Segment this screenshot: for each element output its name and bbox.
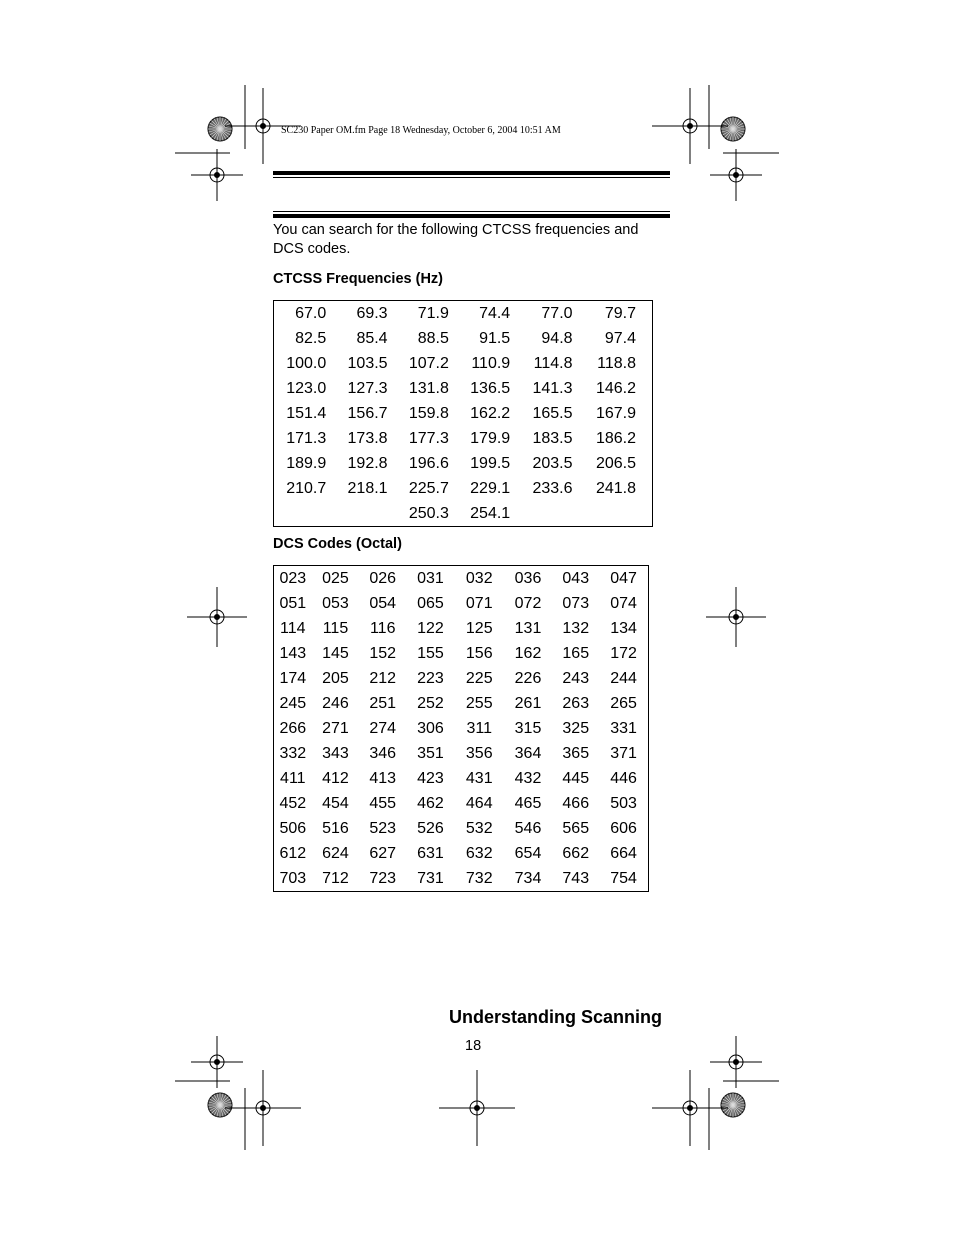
dcs-row-cell: 072 <box>514 595 542 612</box>
ctcss-heading: CTCSS Frequencies (Hz) <box>273 271 443 287</box>
dcs-row-cell: 734 <box>514 870 542 887</box>
dcs-row-cell: 452 <box>279 795 307 812</box>
ctcss-row-cell: 210.7 <box>286 480 327 497</box>
dcs-row-cell: 732 <box>465 870 493 887</box>
ctcss-row <box>274 326 653 351</box>
crosshair-mark <box>191 1036 243 1088</box>
ctcss-row-cell: 179.9 <box>470 430 511 447</box>
ctcss-row-cell: 67.0 <box>295 305 327 322</box>
crosshair-mark <box>652 1070 728 1146</box>
dcs-row-cell: 143 <box>279 645 307 662</box>
ctcss-row-cell: 156.7 <box>347 405 388 422</box>
dcs-row-cell: 627 <box>369 845 397 862</box>
ctcss-row-cell: 229.1 <box>470 480 511 497</box>
dcs-row <box>274 566 649 592</box>
ctcss-row-cell: 91.5 <box>479 330 511 347</box>
dcs-row-cell: 351 <box>417 745 444 762</box>
ctcss-row-cell: 233.6 <box>532 480 573 497</box>
ctcss-row-cell: 77.0 <box>541 305 573 322</box>
dcs-row-cell: 244 <box>610 670 637 687</box>
ctcss-row-cell: 167.9 <box>595 405 636 422</box>
ctcss-row-cell: 123.0 <box>286 380 327 397</box>
ctcss-row-cell: 241.8 <box>595 480 636 497</box>
dcs-row-cell: 411 <box>280 770 306 787</box>
ctcss-row-cell: 69.3 <box>356 305 388 322</box>
dcs-row-cell: 516 <box>322 820 349 837</box>
dcs-row-cell: 265 <box>610 695 637 712</box>
dcs-row-cell: 172 <box>610 645 637 662</box>
dcs-row-cell: 364 <box>514 745 542 762</box>
dcs-row-cell: 054 <box>369 595 397 612</box>
dcs-row-cell: 132 <box>562 620 590 637</box>
ctcss-row-cell: 199.5 <box>470 455 511 472</box>
dcs-row-cell: 047 <box>610 570 637 587</box>
dcs-row-cell: 114 <box>280 620 306 637</box>
crosshair-mark <box>225 1070 301 1146</box>
dcs-row-cell: 455 <box>369 795 397 812</box>
ctcss-table <box>273 300 653 527</box>
ctcss-row <box>274 451 653 476</box>
ctcss-row-cell: 218.1 <box>347 480 388 497</box>
dcs-row-cell: 654 <box>514 845 542 862</box>
ctcss-row-cell: 196.6 <box>408 455 449 472</box>
dcs-heading: DCS Codes (Octal) <box>273 536 402 552</box>
dcs-row-cell: 145 <box>322 645 349 662</box>
dcs-row-cell: 261 <box>514 695 542 712</box>
dcs-row-cell: 612 <box>279 845 307 862</box>
dcs-row-cell: 365 <box>562 745 590 762</box>
dcs-row-cell: 174 <box>279 670 307 687</box>
dcs-row <box>274 716 649 741</box>
dcs-row-cell: 306 <box>417 720 444 737</box>
ctcss-row-cell: 146.2 <box>595 380 636 397</box>
section-rule-thin <box>273 211 670 212</box>
dcs-row-cell: 031 <box>417 570 444 587</box>
dcs-row-cell: 274 <box>369 720 397 737</box>
starburst-mark <box>721 1093 745 1117</box>
ctcss-row-cell: 79.7 <box>604 305 636 322</box>
crosshair-mark <box>187 587 247 647</box>
dcs-row-cell: 731 <box>417 870 444 887</box>
dcs-row-cell: 723 <box>369 870 397 887</box>
dcs-row-cell: 526 <box>417 820 444 837</box>
dcs-row-cell: 026 <box>369 570 397 587</box>
dcs-row-cell: 125 <box>465 620 493 637</box>
ctcss-row-cell: 189.9 <box>286 455 327 472</box>
ctcss-row-cell: 131.8 <box>408 380 449 397</box>
dcs-row-cell: 116 <box>369 620 396 637</box>
dcs-row-cell: 506 <box>279 820 307 837</box>
ctcss-row-cell: 186.2 <box>595 430 636 447</box>
dcs-row-cell: 226 <box>514 670 542 687</box>
ctcss-row-cell: 136.5 <box>470 380 511 397</box>
dcs-row-cell: 325 <box>562 720 590 737</box>
dcs-row-cell: 131 <box>514 620 542 637</box>
ctcss-row-cell: 203.5 <box>532 455 573 472</box>
ctcss-row-cell: 171.3 <box>286 430 327 447</box>
dcs-row-cell: 071 <box>465 595 493 612</box>
dcs-row-cell: 462 <box>417 795 444 812</box>
ctcss-row-cell: 74.4 <box>479 305 511 322</box>
ctcss-row-cell: 107.2 <box>408 355 449 372</box>
dcs-row-cell: 205 <box>322 670 349 687</box>
ctcss-row-cell: 159.8 <box>408 405 449 422</box>
dcs-table <box>273 565 649 892</box>
dcs-row-cell: 532 <box>465 820 493 837</box>
dcs-row-cell: 346 <box>369 745 397 762</box>
dcs-row-cell: 466 <box>562 795 590 812</box>
dcs-row-cell: 712 <box>322 870 349 887</box>
ctcss-row-cell: 254.1 <box>470 505 511 522</box>
dcs-row-cell: 155 <box>417 645 444 662</box>
dcs-row-cell: 412 <box>322 770 349 787</box>
dcs-row-cell: 371 <box>610 745 637 762</box>
dcs-row <box>274 741 649 766</box>
crosshair-mark <box>191 149 243 201</box>
dcs-row-cell: 165 <box>562 645 590 662</box>
dcs-row-cell: 074 <box>610 595 637 612</box>
ctcss-row-cell: 173.8 <box>347 430 388 447</box>
dcs-row-cell: 446 <box>610 770 637 787</box>
dcs-row-cell: 122 <box>417 620 444 637</box>
dcs-row-cell: 043 <box>562 570 590 587</box>
page-number: 18 <box>465 1038 482 1054</box>
ctcss-row-cell: 103.5 <box>347 355 388 372</box>
dcs-row-cell: 454 <box>322 795 349 812</box>
dcs-row <box>274 791 649 816</box>
section-rule-thick <box>273 214 670 218</box>
dcs-row-cell: 263 <box>562 695 590 712</box>
crosshair-mark <box>439 1070 515 1146</box>
starburst-mark <box>208 117 232 141</box>
dcs-row-cell: 156 <box>465 645 493 662</box>
dcs-row-cell: 343 <box>322 745 349 762</box>
dcs-row-cell: 115 <box>322 620 349 637</box>
crosshair-mark <box>710 149 762 201</box>
ctcss-row <box>274 301 653 327</box>
dcs-row-cell: 245 <box>279 695 307 712</box>
dcs-row-cell: 546 <box>514 820 542 837</box>
dcs-row-cell: 223 <box>417 670 444 687</box>
dcs-row-cell: 606 <box>610 820 637 837</box>
ctcss-row-cell: 250.3 <box>408 505 449 522</box>
dcs-row-cell: 266 <box>279 720 307 737</box>
dcs-row-cell: 413 <box>369 770 397 787</box>
ctcss-row-cell: 100.0 <box>286 355 327 372</box>
dcs-row-cell: 423 <box>417 770 444 787</box>
dcs-row-cell: 565 <box>562 820 590 837</box>
dcs-row-cell: 243 <box>562 670 590 687</box>
ctcss-row-cell <box>573 501 653 527</box>
dcs-row <box>274 616 649 641</box>
dcs-row <box>274 591 649 616</box>
ctcss-row-cell: 114.8 <box>533 355 573 372</box>
dcs-row-cell: 662 <box>562 845 590 862</box>
ctcss-row-cell <box>326 501 387 527</box>
dcs-row-cell: 631 <box>417 845 444 862</box>
dcs-row-cell: 051 <box>279 595 307 612</box>
top-rule-thin <box>273 177 670 178</box>
dcs-row-cell: 445 <box>562 770 590 787</box>
ctcss-row-cell: 177.3 <box>408 430 449 447</box>
dcs-row-cell: 315 <box>514 720 542 737</box>
dcs-row-cell: 025 <box>322 570 349 587</box>
ctcss-row-cell <box>510 501 572 527</box>
dcs-row-cell: 432 <box>514 770 542 787</box>
ctcss-row-cell: 151.4 <box>286 405 327 422</box>
dcs-row <box>274 641 649 666</box>
dcs-row-cell: 664 <box>610 845 637 862</box>
ctcss-row-cell: 206.5 <box>595 455 636 472</box>
dcs-row-cell: 632 <box>465 845 493 862</box>
ctcss-row <box>274 501 653 527</box>
ctcss-row <box>274 351 653 376</box>
ctcss-row-cell: 165.5 <box>532 405 573 422</box>
dcs-row-cell: 743 <box>562 870 590 887</box>
dcs-row-cell: 703 <box>279 870 307 887</box>
ctcss-row-cell <box>274 501 327 527</box>
dcs-row-cell: 356 <box>465 745 493 762</box>
ctcss-row <box>274 401 653 426</box>
dcs-row-cell: 162 <box>514 645 542 662</box>
dcs-row-cell: 271 <box>322 720 349 737</box>
dcs-row <box>274 766 649 791</box>
dcs-row <box>274 691 649 716</box>
ctcss-row <box>274 476 653 501</box>
dcs-row-cell: 134 <box>610 620 637 637</box>
dcs-row-cell: 032 <box>465 570 493 587</box>
dcs-row-cell: 464 <box>465 795 493 812</box>
dcs-row-cell: 255 <box>465 695 493 712</box>
ctcss-row-cell: 118.8 <box>597 355 636 372</box>
crosshair-mark <box>706 587 766 647</box>
dcs-row-cell: 212 <box>369 670 397 687</box>
dcs-row-cell: 251 <box>369 695 397 712</box>
ctcss-row-cell: 88.5 <box>417 330 449 347</box>
intro-paragraph: You can search for the following CTCSS frequencies and DCS codes. <box>273 222 639 257</box>
dcs-row-cell: 053 <box>322 595 349 612</box>
dcs-row-cell: 332 <box>279 745 307 762</box>
file-info-header: SC230 Paper OM.fm Page 18 Wednesday, October 6, 2004 10:51 AM <box>281 125 561 136</box>
ctcss-row-cell: 97.4 <box>604 330 636 347</box>
dcs-row-cell: 465 <box>514 795 542 812</box>
dcs-row <box>274 666 649 691</box>
ctcss-row-cell: 225.7 <box>408 480 449 497</box>
top-rule-thick <box>273 171 670 175</box>
starburst-mark <box>721 117 745 141</box>
dcs-row-cell: 073 <box>562 595 590 612</box>
dcs-row-cell: 431 <box>465 770 493 787</box>
dcs-row <box>274 841 649 866</box>
ctcss-row-cell: 110.9 <box>471 355 511 372</box>
crosshair-mark <box>652 88 728 164</box>
dcs-row <box>274 816 649 841</box>
dcs-row-cell: 065 <box>417 595 444 612</box>
dcs-row-cell: 023 <box>279 570 307 587</box>
dcs-row-cell: 246 <box>322 695 349 712</box>
crosshair-mark <box>710 1036 762 1088</box>
ctcss-row-cell: 82.5 <box>295 330 327 347</box>
ctcss-row-cell: 127.3 <box>347 380 388 397</box>
dcs-row-cell: 036 <box>514 570 542 587</box>
section-footer-title: Understanding Scanning <box>449 1007 663 1027</box>
ctcss-row-cell: 71.9 <box>417 305 449 322</box>
ctcss-row-cell: 183.5 <box>532 430 573 447</box>
ctcss-row-cell: 141.3 <box>532 380 573 397</box>
starburst-mark <box>208 1093 232 1117</box>
ctcss-row-cell: 162.2 <box>470 405 511 422</box>
dcs-row-cell: 503 <box>610 795 637 812</box>
ctcss-row <box>274 426 653 451</box>
dcs-row-cell: 624 <box>322 845 349 862</box>
dcs-row <box>274 866 649 892</box>
dcs-row-cell: 311 <box>466 720 492 737</box>
ctcss-row-cell: 94.8 <box>541 330 573 347</box>
dcs-row-cell: 225 <box>465 670 493 687</box>
dcs-row-cell: 152 <box>369 645 397 662</box>
ctcss-row-cell: 85.4 <box>356 330 388 347</box>
ctcss-row <box>274 376 653 401</box>
dcs-row-cell: 331 <box>610 720 637 737</box>
dcs-row-cell: 523 <box>369 820 397 837</box>
ctcss-row-cell: 192.8 <box>347 455 388 472</box>
dcs-row-cell: 754 <box>610 870 637 887</box>
dcs-row-cell: 252 <box>417 695 444 712</box>
